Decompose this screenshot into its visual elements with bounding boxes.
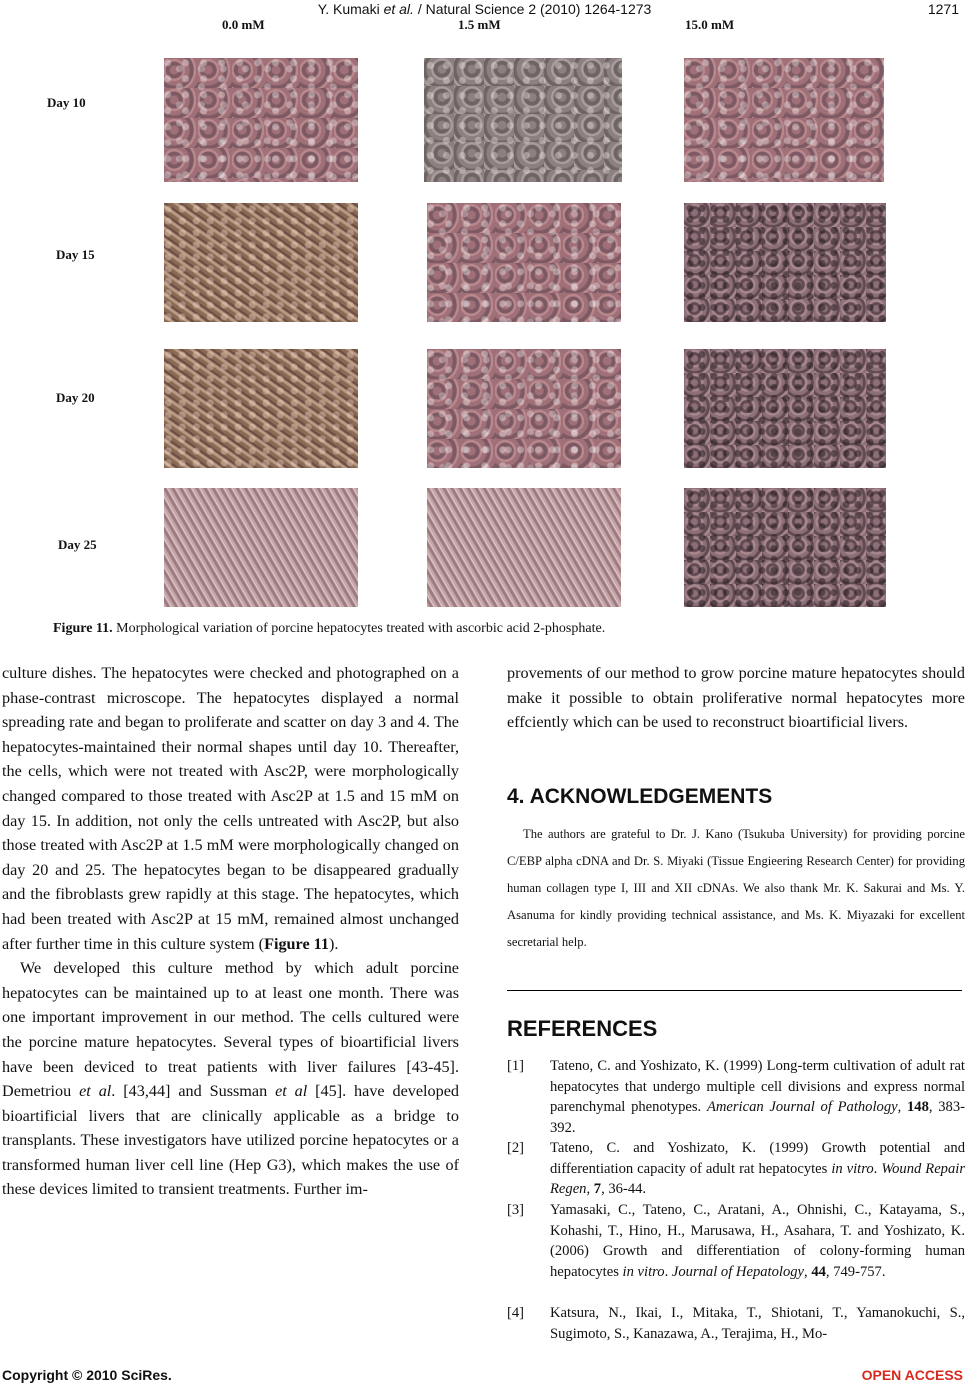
page-number: 1271 xyxy=(927,1,959,17)
left-column xyxy=(2,661,459,1202)
day-label-20: Day 20 xyxy=(56,390,95,405)
micrograph-day10-0mM xyxy=(164,58,358,182)
acknowledgements-text: The authors are grateful to Dr. J. Kano (Tsukuba University) for providing porcine C/EBP alpha cDNA and Dr. S. Miyaki (Tissue Engieering Research Center) for providing human collagen type I, III and XII cDNAs. We also thank Mr. K. Sakurai and Ms. Y. Asanuma for kindly providing technical assistance, and Ms. K. Miyazaki for excellent secretarial help. xyxy=(507,827,965,949)
concentration-label-1: 1.5 mM xyxy=(458,17,501,32)
reference-item: [4] Katsura, N., Ikai, I., Mitaka, T., Shiotani, T., Yamanokuchi, S., Sugimoto, S., Kanazawa, A., Terajima, H., Mo- xyxy=(507,1305,965,1342)
copyright-notice: Copyright © 2010 SciRes. xyxy=(2,1367,172,1383)
concentration-label-2: 15.0 mM xyxy=(685,17,735,32)
open-access-label: OPEN ACCESS xyxy=(861,1367,963,1383)
micrograph-day20-0mM xyxy=(164,349,358,468)
figure-caption: Figure 11. Morphological variation of porcine hepatocytes treated with ascorbic acid 2-phosphate. xyxy=(53,621,606,636)
micrograph-day15-1-5mM xyxy=(427,203,621,322)
reference-item: [3] Yamasaki, C., Tateno, C., Aratani, A., Ohnishi, C., Katayama, S., Kohashi, T., Hino, H., Marusawa, H., Asahara, T. and Yoshizato, K. (2006) Growth and differentiation of colony-forming human hepatocytes in vitro. Journal of Hepatology, 44, 749-757. xyxy=(507,1202,965,1280)
paragraph-method: We developed this culture method by which adult porcine hepatocytes can be maintained up to at least one month. There was one important improvement in our method. The cells cultured were the porcine mature hepatocytes. Several types of bioartificial livers have been deviced to treat patients with liver failures [43-45]. Demetriou et al. [43,44] and Sussman et al [45]. have developed bioartificial livers that are clinically applicable as a bridge to transplants. These investigators have utilized porcine hepatocytes or a transformed human liver cell line (Hep G3), which makes the use of these devices limited to transient treatments. Further im- xyxy=(2,959,460,1199)
reference-item: [2] Tateno, C. and Yoshizato, K. (1999) Growth potential and differentiation capacity of adult rat hepatocytes in vitro. Wound Repair Regen, 7, 36-44. xyxy=(507,1140,966,1197)
micrograph-day25-1-5mM xyxy=(427,488,621,607)
acknowledgements-heading: 4. ACKNOWLEDGEMENTS xyxy=(507,785,773,808)
micrograph-day20-1-5mM xyxy=(427,349,621,468)
section-divider xyxy=(507,990,962,991)
day-label-25: Day 25 xyxy=(58,537,97,552)
micrograph-day20-15mM xyxy=(684,349,886,468)
day-label-10: Day 10 xyxy=(47,95,86,110)
paragraph-continuation: provements of our method to grow porcine mature hepatocytes should make it possible to obtain proliferative normal hepatocytes more effciently which can be used to reconstruct bioartificial livers. xyxy=(507,664,965,732)
references-heading: REFERENCES xyxy=(507,1016,658,1041)
micrograph-day15-15mM xyxy=(684,203,886,322)
running-header xyxy=(0,0,969,18)
micrograph-day10-15mM xyxy=(684,58,884,182)
reference-item: [1] Tateno, C. and Yoshizato, K. (1999) Long-term cultivation of adult rat hepatocytes that undergo multiple cell divisions and express normal parenchymal phenotypes. American Journal of Pathology, 148, 383-392. xyxy=(507,1058,965,1136)
paragraph-culture: culture dishes. The hepatocytes were checked and photographed on a phase-contrast microscope. The hepatocytes displayed a normal spreading rate and began to proliferate and scatter on day 3 and 4. The hepatocytes-maintained their normal shapes until day 10. Thereafter, the cells, which were not treated with Asc2P, were morphologically changed compared to those treated with Asc2P at 1.5 and 15 mM on day 15. In addition, not only the cells untreated with Asc2P, but also those treated with Asc2P at 1.5 mM were morphologically changed on day 20 and 25. The hepatocytes began to be disappeared gradually and the fibroblasts grew rapidly at this stage. The hepatocytes, which had been treated with Asc2P at 15 mM, remained almost unchanged after further time in this culture system (Figure 11). xyxy=(2,664,459,953)
micrograph-day10-1-5mM xyxy=(424,58,622,182)
micrograph-day25-15mM xyxy=(684,488,886,607)
micrograph-day15-0mM xyxy=(164,203,358,322)
micrograph-day25-0mM xyxy=(164,488,358,607)
concentration-label-0: 0.0 mM xyxy=(222,17,265,32)
running-title: Y. Kumaki et al. / Natural Science 2 (2010) 1264-1273 xyxy=(317,1,652,17)
figure-reference[interactable]: Figure 11 xyxy=(264,934,329,953)
day-label-15: Day 15 xyxy=(56,247,95,262)
